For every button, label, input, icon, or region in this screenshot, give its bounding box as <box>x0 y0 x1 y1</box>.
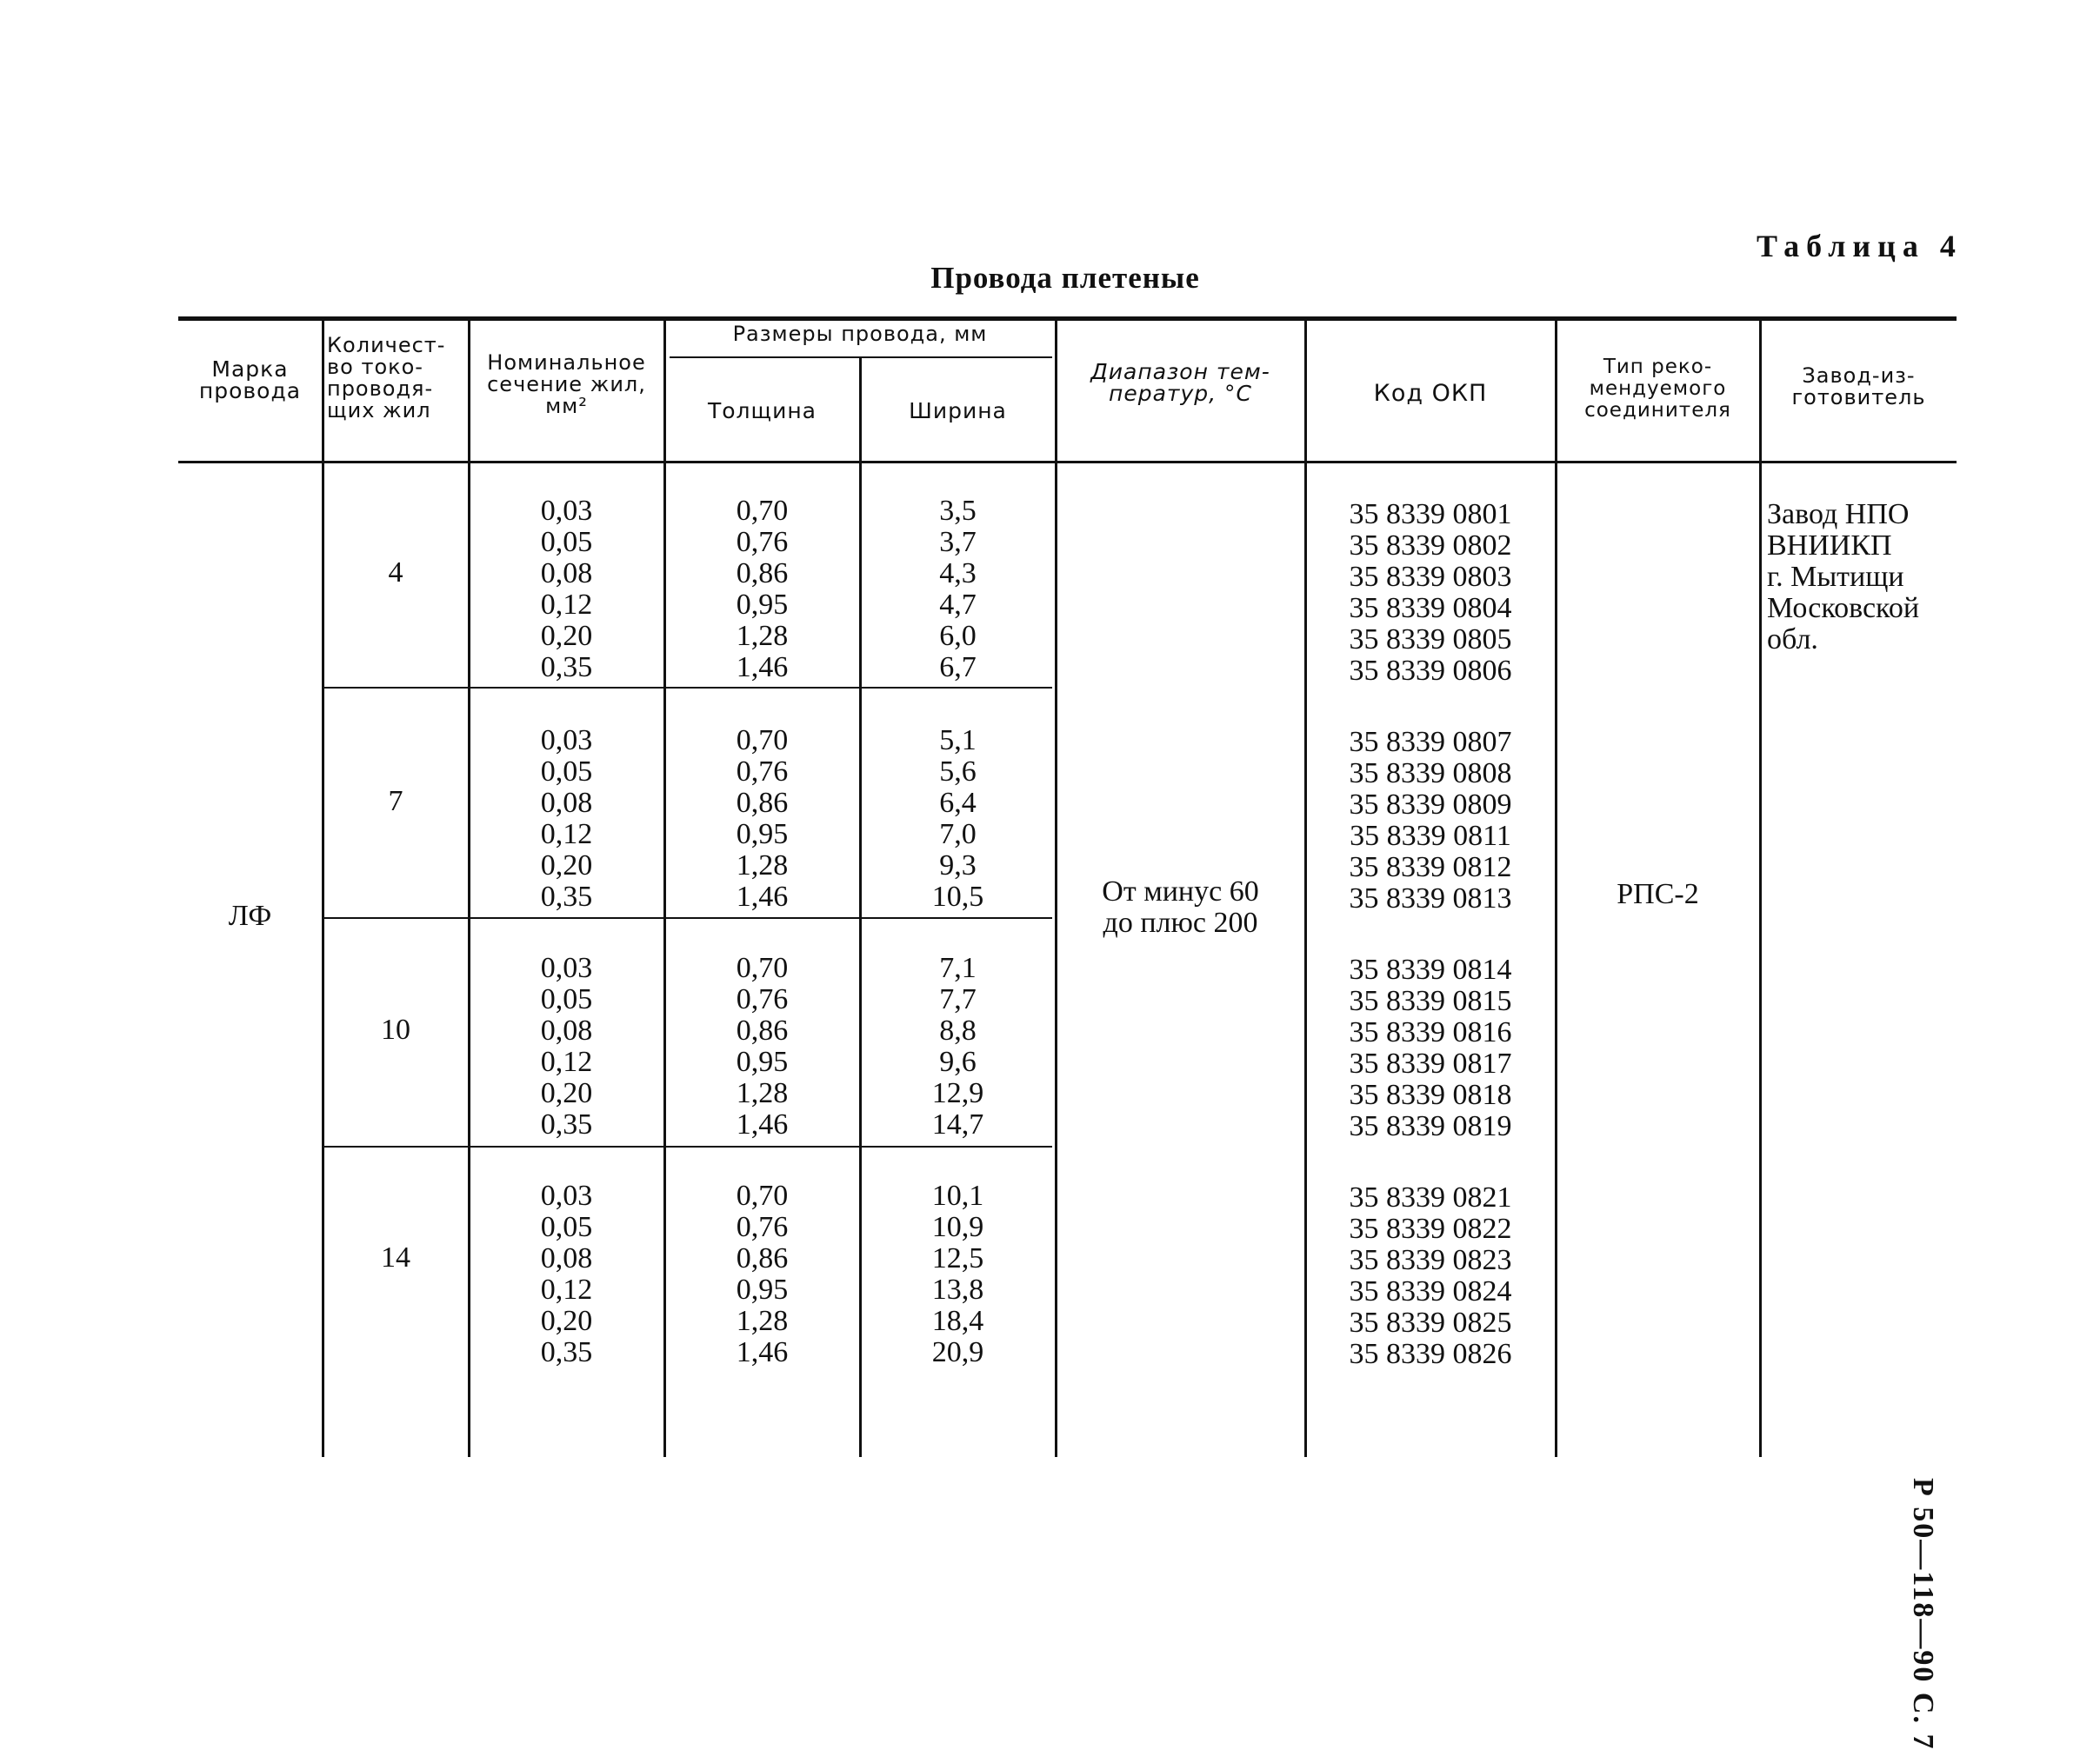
temperature-range-value: От минус 60 до плюс 200 <box>1102 875 1259 939</box>
width-value: 4,3 <box>939 557 977 589</box>
okp-code: 35 8339 0812 <box>1349 851 1512 883</box>
column-divider <box>322 318 324 1457</box>
okp-code: 35 8339 0825 <box>1349 1307 1512 1339</box>
section-value: 0,35 <box>540 1108 593 1141</box>
width-value: 10,9 <box>931 1211 984 1243</box>
header-core-count: Количест- во токо- проводя- щих жил <box>327 333 446 423</box>
section-values <box>470 496 663 683</box>
width-value: 9,3 <box>939 849 977 882</box>
width-value: 8,8 <box>939 1015 977 1047</box>
thickness-value: 0,70 <box>736 1180 789 1212</box>
thickness-values <box>665 953 859 1141</box>
okp-code: 35 8339 0806 <box>1349 655 1512 687</box>
thickness-value: 0,76 <box>736 1211 789 1243</box>
thickness-values <box>665 725 859 913</box>
width-value: 3,7 <box>939 526 977 558</box>
header-bottom-rule <box>178 461 1957 463</box>
thickness-values <box>665 496 859 683</box>
width-value: 6,4 <box>939 787 977 819</box>
okp-codes <box>1306 499 1555 687</box>
okp-code: 35 8339 0802 <box>1349 529 1512 562</box>
width-values <box>861 725 1055 913</box>
thickness-value: 0,76 <box>736 755 789 788</box>
section-value: 0,03 <box>540 952 593 984</box>
okp-code: 35 8339 0821 <box>1349 1181 1512 1214</box>
group-separator <box>322 1146 1052 1148</box>
okp-codes <box>1306 727 1555 915</box>
header-manufacturer: Завод-из- готовитель <box>1791 363 1926 409</box>
section-value: 0,08 <box>540 557 593 589</box>
width-value: 14,7 <box>931 1108 984 1141</box>
thickness-value: 1,46 <box>736 1336 789 1368</box>
connector-type-value: РПС-2 <box>1617 878 1699 910</box>
core-count: 4 <box>388 556 403 589</box>
section-value: 0,05 <box>540 526 593 558</box>
okp-code: 35 8339 0805 <box>1349 623 1512 655</box>
thickness-value: 1,46 <box>736 1108 789 1141</box>
section-values <box>470 953 663 1141</box>
width-value: 5,1 <box>939 724 977 756</box>
section-value: 0,20 <box>540 620 593 652</box>
width-value: 18,4 <box>931 1305 984 1337</box>
width-value: 5,6 <box>939 755 977 788</box>
thickness-value: 0,76 <box>736 526 789 558</box>
table-number-label: Таблица 4 <box>1757 229 1963 263</box>
width-value: 7,1 <box>939 952 977 984</box>
section-value: 0,03 <box>540 1180 593 1212</box>
section-value: 0,35 <box>540 1336 593 1368</box>
section-value: 0,12 <box>540 1046 593 1078</box>
thickness-value: 0,70 <box>736 724 789 756</box>
section-value: 0,05 <box>540 1211 593 1243</box>
okp-code: 35 8339 0826 <box>1349 1338 1512 1370</box>
okp-codes <box>1306 955 1555 1142</box>
core-count: 10 <box>381 1014 410 1046</box>
header-nominal-section: Номинальное сечение жил, мм² <box>487 350 646 418</box>
section-value: 0,12 <box>540 589 593 621</box>
okp-code: 35 8339 0803 <box>1349 561 1512 593</box>
section-value: 0,35 <box>540 881 593 913</box>
thickness-value: 1,28 <box>736 1305 789 1337</box>
thickness-value: 1,28 <box>736 849 789 882</box>
section-value: 0,20 <box>540 849 593 882</box>
section-value: 0,05 <box>540 983 593 1015</box>
section-value: 0,20 <box>540 1077 593 1109</box>
section-values <box>470 725 663 913</box>
okp-code: 35 8339 0824 <box>1349 1275 1512 1308</box>
group-separator <box>322 917 1052 919</box>
header-dimensions: Размеры провода, мм <box>732 322 988 346</box>
page-footer-marker: Р 50—118—90 С. 7 <box>1907 1478 1939 1750</box>
header-okp-code: Код ОКП <box>1373 380 1488 407</box>
okp-code: 35 8339 0822 <box>1349 1213 1512 1245</box>
okp-code: 35 8339 0815 <box>1349 985 1512 1017</box>
width-value: 3,5 <box>939 495 977 527</box>
thickness-value: 1,46 <box>736 651 789 683</box>
thickness-value: 1,46 <box>736 881 789 913</box>
section-value: 0,35 <box>540 651 593 683</box>
thickness-value: 0,95 <box>736 818 789 850</box>
section-value: 0,20 <box>540 1305 593 1337</box>
okp-code: 35 8339 0814 <box>1349 954 1512 986</box>
width-values <box>861 496 1055 683</box>
width-value: 20,9 <box>931 1336 984 1368</box>
thickness-value: 0,70 <box>736 495 789 527</box>
header-thickness: Толщина <box>707 398 817 423</box>
section-value: 0,12 <box>540 1274 593 1306</box>
wire-brand: ЛФ <box>228 900 272 932</box>
width-value: 6,7 <box>939 651 977 683</box>
section-value: 0,12 <box>540 818 593 850</box>
group-separator <box>322 687 1052 689</box>
thickness-value: 1,28 <box>736 620 789 652</box>
section-value: 0,08 <box>540 1242 593 1274</box>
thickness-value: 0,95 <box>736 589 789 621</box>
okp-code: 35 8339 0817 <box>1349 1048 1512 1080</box>
width-values <box>861 1181 1055 1368</box>
thickness-value: 0,95 <box>736 1274 789 1306</box>
okp-code: 35 8339 0808 <box>1349 757 1512 789</box>
width-values <box>861 953 1055 1141</box>
top-rule <box>178 316 1957 321</box>
thickness-value: 0,86 <box>736 787 789 819</box>
okp-code: 35 8339 0823 <box>1349 1244 1512 1276</box>
width-value: 13,8 <box>931 1274 984 1306</box>
section-value: 0,05 <box>540 755 593 788</box>
thickness-value: 0,86 <box>736 1242 789 1274</box>
header-temperature-range: Диапазон тем- ператур, °С <box>1090 359 1270 406</box>
width-value: 10,1 <box>931 1180 984 1212</box>
header-connector-type: Тип реко- мендуемого соединителя <box>1584 356 1731 422</box>
column-divider <box>1759 318 1762 1457</box>
okp-code: 35 8339 0811 <box>1350 820 1511 852</box>
width-value: 9,6 <box>939 1046 977 1078</box>
thickness-value: 0,86 <box>736 1015 789 1047</box>
okp-code: 35 8339 0801 <box>1349 498 1512 530</box>
core-count: 14 <box>381 1241 410 1274</box>
section-value: 0,03 <box>540 495 593 527</box>
manufacturer-value: Завод НПО ВНИИКП г. Мытищи Московской обл. <box>1767 498 1920 655</box>
okp-code: 35 8339 0809 <box>1349 788 1512 821</box>
okp-code: 35 8339 0804 <box>1349 592 1512 624</box>
okp-code: 35 8339 0819 <box>1349 1110 1512 1142</box>
width-value: 12,9 <box>931 1077 984 1109</box>
okp-code: 35 8339 0807 <box>1349 726 1512 758</box>
width-value: 12,5 <box>931 1242 984 1274</box>
section-value: 0,03 <box>540 724 593 756</box>
section-value: 0,08 <box>540 787 593 819</box>
table-title: Провода плетеные <box>930 261 1200 295</box>
width-value: 7,0 <box>939 818 977 850</box>
width-value: 6,0 <box>939 620 977 652</box>
thickness-value: 0,95 <box>736 1046 789 1078</box>
width-value: 10,5 <box>931 881 984 913</box>
core-count: 7 <box>388 785 403 817</box>
thickness-value: 1,28 <box>736 1077 789 1109</box>
okp-code: 35 8339 0816 <box>1349 1016 1512 1048</box>
thickness-value: 0,86 <box>736 557 789 589</box>
thickness-values <box>665 1181 859 1368</box>
okp-codes <box>1306 1182 1555 1370</box>
thickness-value: 0,76 <box>736 983 789 1015</box>
width-value: 7,7 <box>939 983 977 1015</box>
okp-code: 35 8339 0818 <box>1349 1079 1512 1111</box>
okp-code: 35 8339 0813 <box>1349 882 1512 915</box>
width-value: 4,7 <box>939 589 977 621</box>
header-width: Ширина <box>909 398 1007 423</box>
section-values <box>470 1181 663 1368</box>
section-value: 0,08 <box>540 1015 593 1047</box>
header-brand: Марка провода <box>198 356 302 403</box>
thickness-value: 0,70 <box>736 952 789 984</box>
